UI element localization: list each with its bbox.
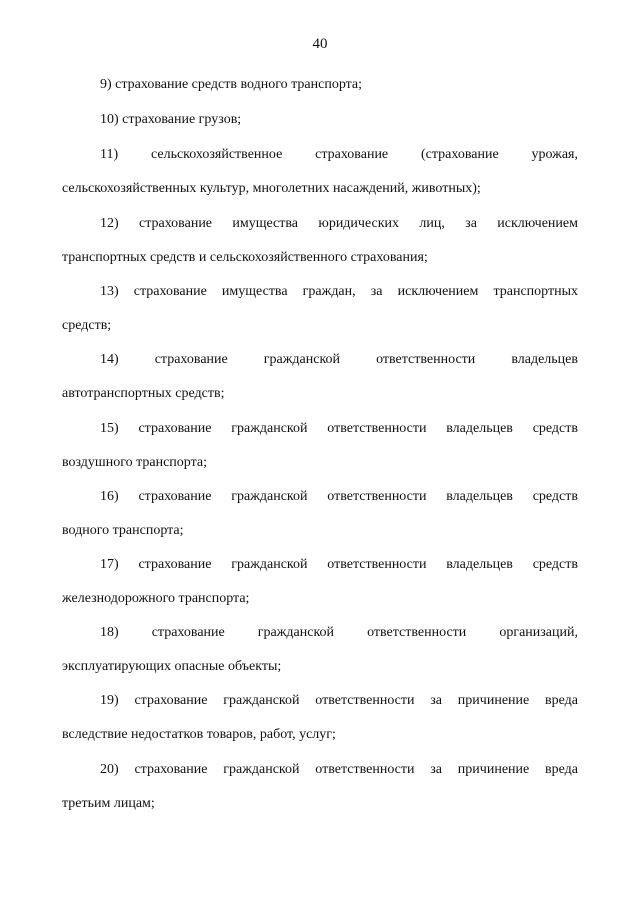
list-item-line: 9) страхование средств водного транспорта; <box>100 77 363 92</box>
list-item-20 <box>62 753 578 821</box>
list-item-12 <box>62 207 578 275</box>
list-item-19 <box>62 684 578 752</box>
list-item-line: эксплуатирующих опасные объекты; <box>62 659 282 674</box>
list-item-17 <box>62 548 578 616</box>
list-item-18 <box>62 616 578 684</box>
list-item-line: 17) страхование гражданской ответственности владельцев средств <box>100 557 578 572</box>
list-item-line: сельскохозяйственных культур, многолетних насаждений, животных); <box>62 181 481 196</box>
list-item-line: 16) страхование гражданской ответственности владельцев средств <box>100 489 578 504</box>
list-item-line: автотранспортных средств; <box>62 386 225 401</box>
list-item-line: вследствие недостатков товаров, работ, услуг; <box>62 727 336 742</box>
list-item-line: 10) страхование грузов; <box>100 112 242 127</box>
page-number: 40 <box>312 36 328 52</box>
list-item-line: средств; <box>62 318 112 333</box>
list-item-line: 13) страхование имущества граждан, за исключением транспортных <box>100 284 578 299</box>
list-item-line: водного транспорта; <box>62 523 184 538</box>
list-item-line: 15) страхование гражданской ответственности владельцев средств <box>100 421 578 436</box>
list-item-line: 18) страхование гражданской ответственности организаций, <box>100 625 578 640</box>
list-item-14 <box>62 343 578 411</box>
list-item-line: 11) сельскохозяйственное страхование (страхование урожая, <box>100 147 578 162</box>
list-item-15 <box>62 412 578 480</box>
list-item-line: 14) страхование гражданской ответственности владельцев <box>100 352 578 367</box>
list-item-line: железнодорожного транспорта; <box>62 591 250 606</box>
list-item-line: транспортных средств и сельскохозяйственного страхования; <box>62 250 428 265</box>
list-item-line: 12) страхование имущества юридических лиц, за исключением <box>100 216 578 231</box>
list-item-13 <box>62 275 578 343</box>
list-item-10 <box>62 103 578 137</box>
list-item-9 <box>62 68 578 102</box>
list-item-11 <box>62 138 578 206</box>
list-item-line: 19) страхование гражданской ответственности за причинение вреда <box>100 693 578 708</box>
list-item-line: воздушного транспорта; <box>62 455 207 470</box>
list-item-line: 20) страхование гражданской ответственности за причинение вреда <box>100 762 578 777</box>
list-item-line: третьим лицам; <box>62 796 155 811</box>
list-item-16 <box>62 480 578 548</box>
